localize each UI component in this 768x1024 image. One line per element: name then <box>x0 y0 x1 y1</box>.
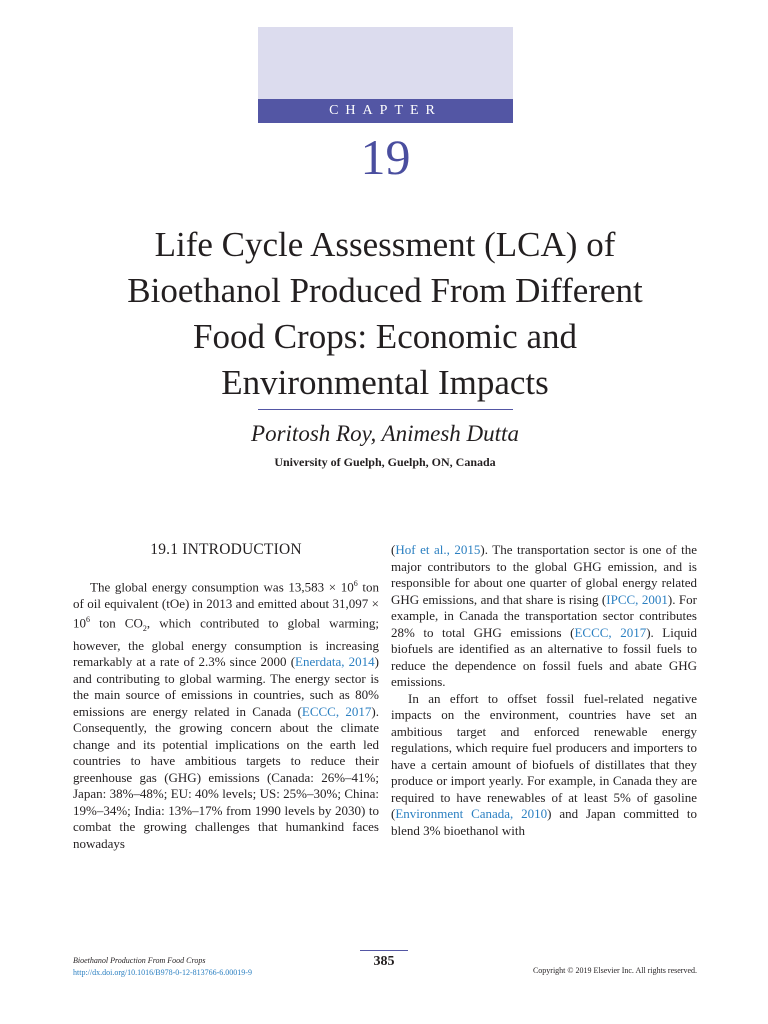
text-run: The global energy consumption was 13,583 × 10 <box>90 579 354 595</box>
text-run: ) and Japan committed to blend 3% bioethanol with <box>391 806 697 838</box>
text-run: ). For example, in Canada the transportation sector contributes 28% to total GHG emissions ( <box>391 591 697 640</box>
text-run: ). The transportation sector is one of the major contributors to the global GHG emission, and is responsible for about one quarter of global energy related GHG emissions, and that share is rising ( <box>391 542 697 607</box>
title-divider <box>258 409 513 410</box>
right-column <box>391 542 697 839</box>
text-run: ( <box>391 542 396 557</box>
page-number-rule <box>360 950 408 951</box>
doi-link[interactable]: http://dx.doi.org/10.1016/B978-0-12-813766-6.00019-9 <box>73 968 252 977</box>
section-heading: 19.1 INTRODUCTION <box>150 541 302 558</box>
text-run: ton of oil equivalent (tOe) in 2013 and emitted about 31,097 × 10 <box>73 579 379 631</box>
citation-link[interactable]: ECCC, 2017 <box>301 703 372 719</box>
citation-link[interactable]: ECCC, 2017 <box>574 624 647 640</box>
chapter-label: CHAPTER <box>258 99 513 123</box>
text-run: ). Liquid biofuels are identified as an alternative to fossil fuels to reduce the dependence on fossil fuels and abate GHG emissions. <box>391 624 697 689</box>
superscript: 6 <box>353 579 358 588</box>
text-run: ton CO <box>90 615 143 631</box>
text-run: ). Consequently, the growing concern about the climate change and its potential implications on the earth led countries to have ambitious targets to reduce their greenhouse gas (GHG) emissions (Canada: 26%–41%; Japan: 38%–48%; EU: 40% levels; US: 25%–30%; China: 19%–34%; India: 13%–17% from 1990 levels by 2030) to combat the growing challenges that humankind faces nowadays <box>73 703 379 851</box>
superscript: 6 <box>86 615 90 625</box>
affiliation: University of Guelph, Guelph, ON, Canada <box>274 455 496 469</box>
text-run: ) and contributing to global warming. The energy sector is the main source of emissions in countries, such as 80% emissions are energy related in Canada ( <box>73 654 379 719</box>
chapter-number: 19 <box>360 129 411 185</box>
paragraph-continued <box>391 542 697 691</box>
citation-link[interactable]: Enerdata, 2014 <box>295 654 375 670</box>
copyright-notice: Copyright © 2019 Elsevier Inc. All rights reserved. <box>532 966 697 975</box>
text-run: , which contributed to global warming; however, the global energy consumption is increasing remarkably at a rate of 2.3% since 2000 ( <box>73 615 380 670</box>
text-run: In an effort to offset fossil fuel-related negative impacts on the environment, countries have set an ambitious target and enforced renewable energy regulations, which require fuel producers and importers to have a certain amount of biofuels of distillates that they produce or import yearly. For example, in Canada they are required to have renewables of at least 5% of gasoline ( <box>391 690 697 821</box>
left-column <box>73 540 379 852</box>
paragraph-offset <box>391 691 697 840</box>
footer-book-info <box>73 955 252 979</box>
citation-link[interactable]: IPCC, 2001 <box>606 591 668 607</box>
chapter-title: Life Cycle Assessment (LCA) of Bioethanol Produced From Different Food Crops: Economic and Environmental Impacts <box>127 225 643 402</box>
citation-link[interactable]: Hof et al., 2015 <box>395 542 481 557</box>
paragraph-intro <box>73 576 379 852</box>
authors: Poritosh Roy, Animesh Dutta <box>251 421 519 446</box>
page-number: 385 <box>373 954 395 969</box>
book-title: Bioethanol Production From Food Crops <box>73 956 206 965</box>
subscript: 2 <box>142 624 147 634</box>
citation-link[interactable]: Environment Canada, 2010 <box>395 806 548 821</box>
